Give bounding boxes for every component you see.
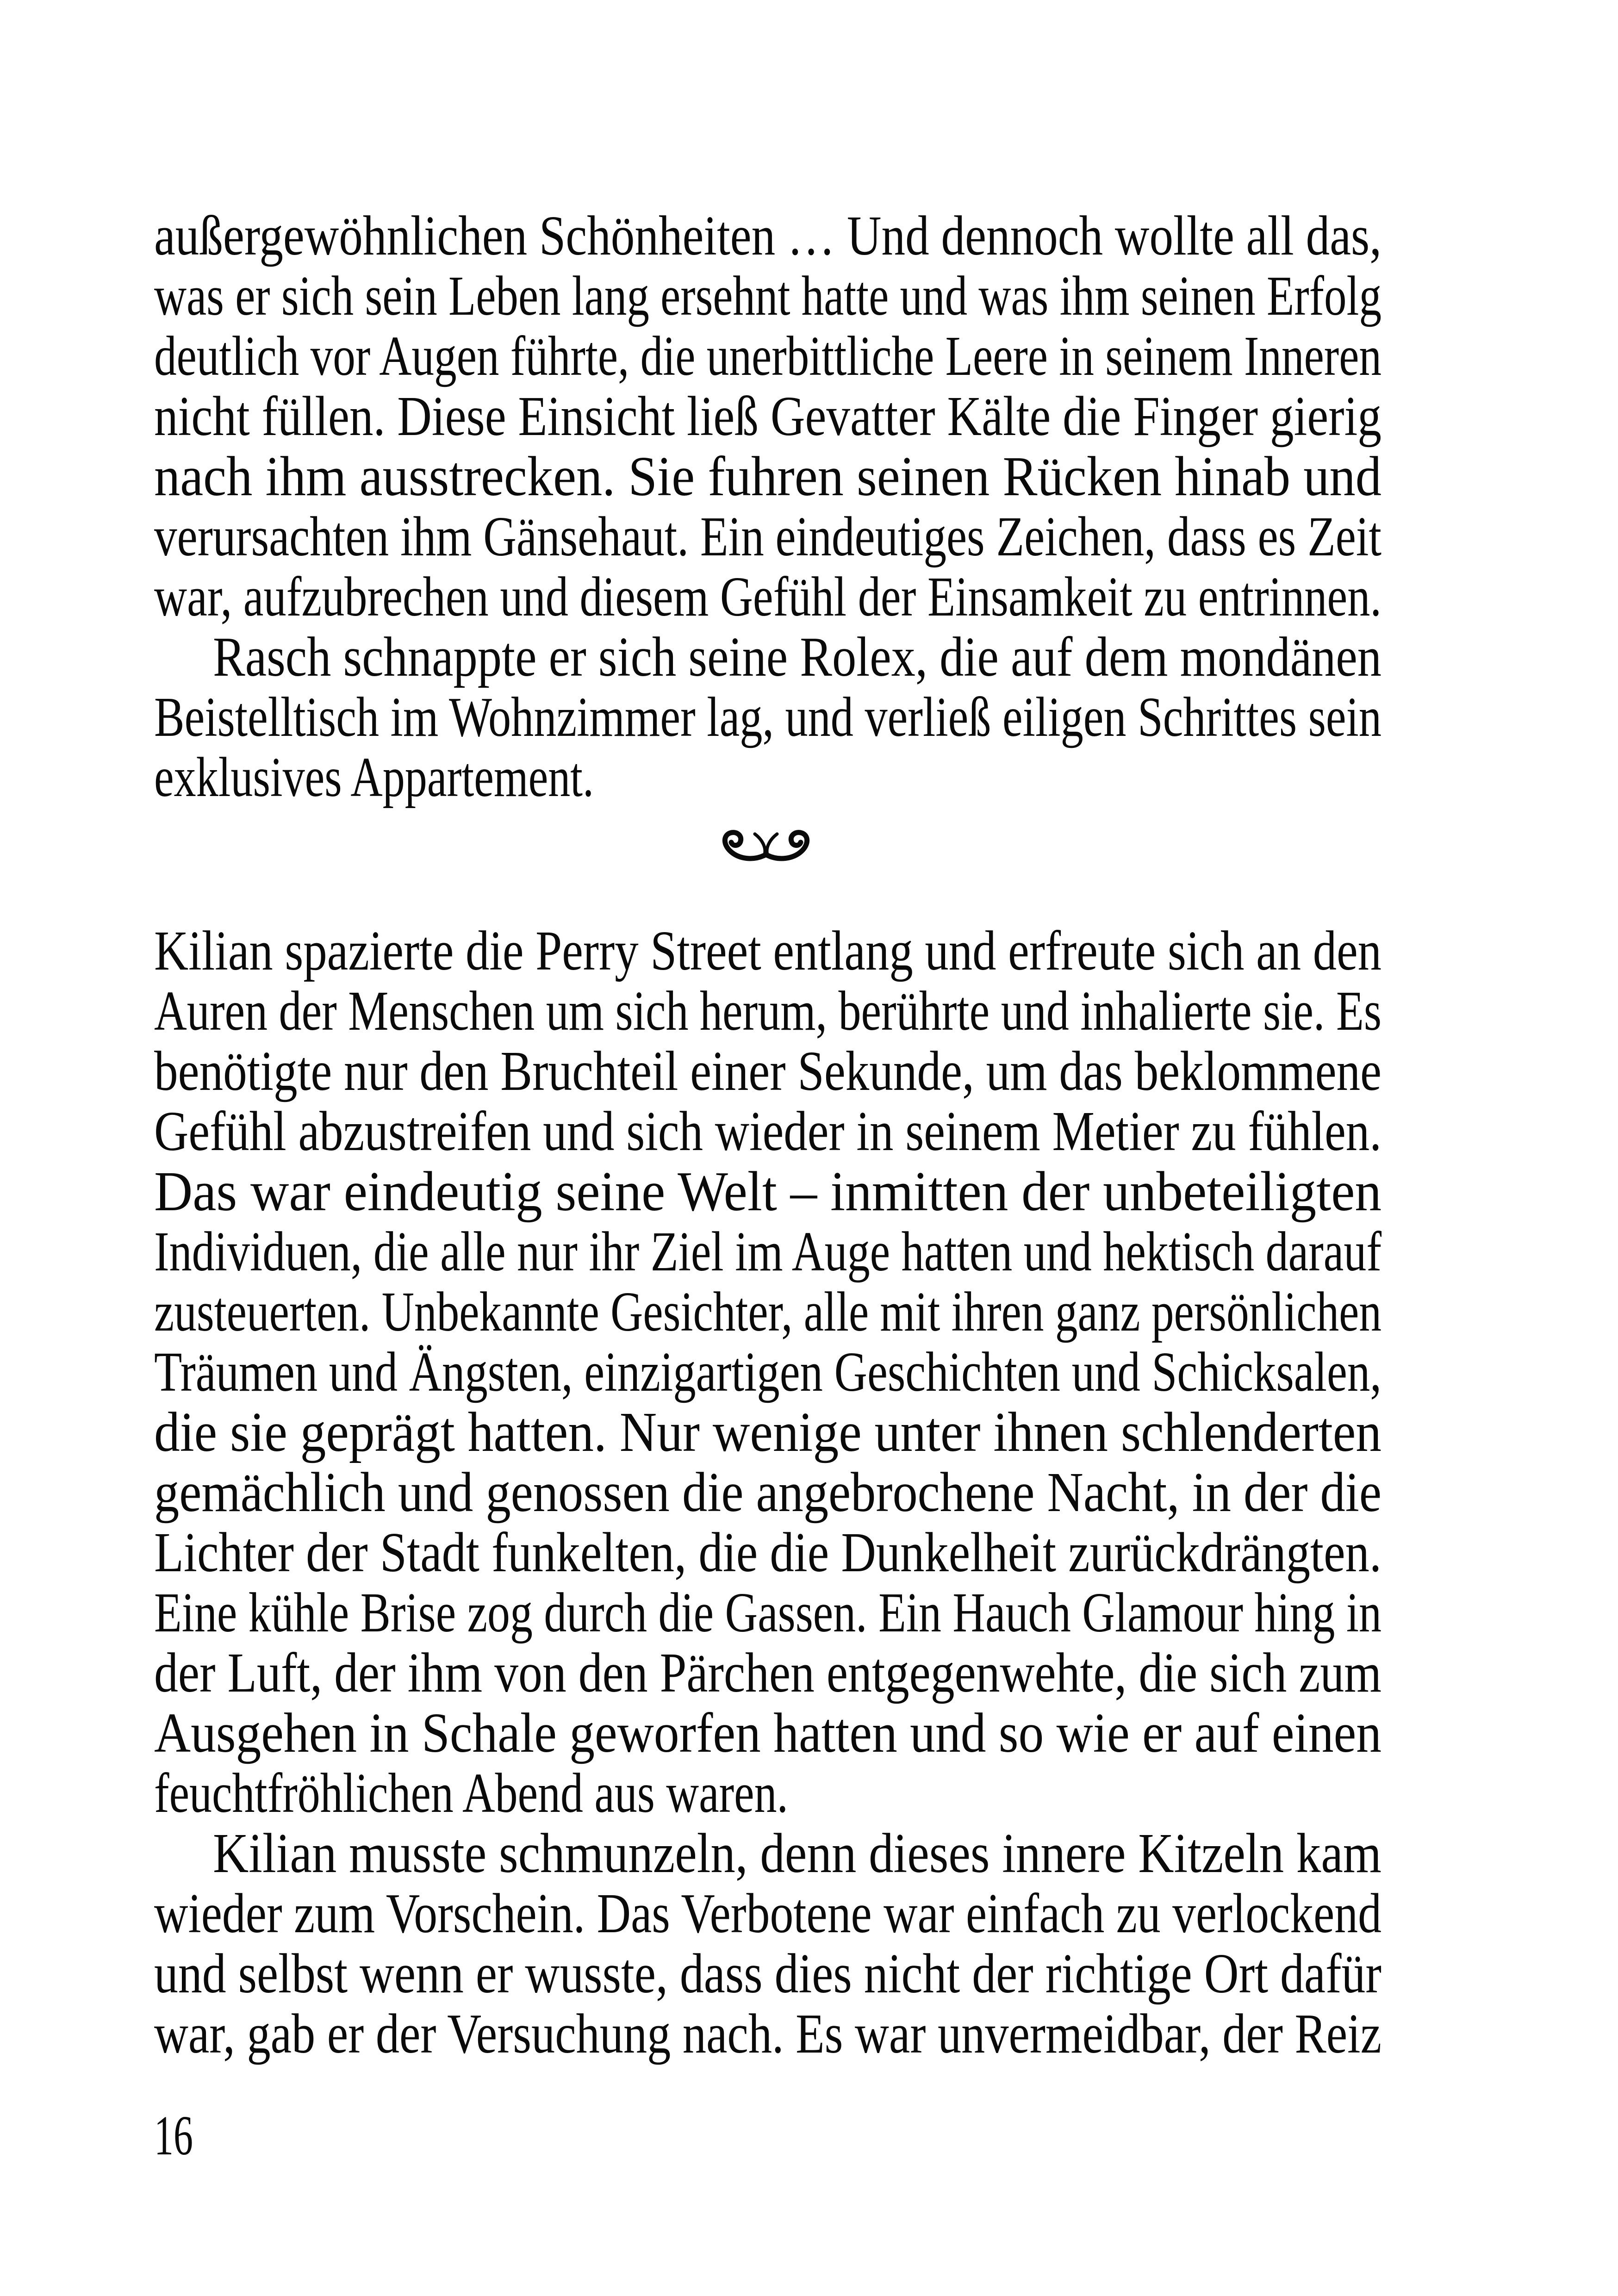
fleuron-left-leaf — [755, 834, 765, 854]
text-line: und selbst wenn er wusste, dass dies nicht der richtige Ort dafür — [154, 1942, 1382, 2005]
text-line-indented: Rasch schnappte er sich seine Rolex, die auf dem mondänen — [213, 626, 1382, 688]
text-line: Beistelltisch im Wohnzimmer lag, und verließ eiligen Schrittes sein — [154, 686, 1382, 748]
text-line: Träumen und Ängsten, einzigartigen Geschichten und Schicksalen, — [154, 1341, 1382, 1403]
text-line: außergewöhnlichen Schönheiten … Und dennoch wollte all das, — [154, 205, 1382, 267]
text-line: Auren der Menschen um sich herum, berührte und inhalierte sie. Es — [154, 980, 1382, 1042]
text-line: deutlich vor Augen führte, die unerbittliche Leere in seinem Inneren — [154, 325, 1382, 387]
text-line: nicht füllen. Diese Einsicht ließ Gevatter Kälte die Finger gierig — [154, 385, 1382, 448]
text-line: nach ihm ausstrecken. Sie fuhren seinen Rücken hinab und — [154, 445, 1382, 508]
text-line: die sie geprägt hatten. Nur wenige unter ihnen schlenderten — [154, 1401, 1382, 1463]
text-line: was er sich sein Leben lang ersehnt hatte und was ihm seinen Erfolg — [154, 265, 1382, 327]
text-line: benötigte nur den Bruchteil einer Sekunde, um das beklommene — [154, 1040, 1382, 1102]
text-line: Ausgehen in Schale geworfen hatten und so wie er auf einen — [154, 1702, 1382, 1764]
text-line-indented: Kilian musste schmunzeln, denn dieses innere Kitzeln kam — [213, 1822, 1382, 1885]
text-line: gemächlich und genossen die angebrochene Nacht, in der die — [154, 1461, 1382, 1524]
text-line: der Luft, der ihm von den Pärchen entgegenwehte, die sich zum — [154, 1642, 1382, 1704]
page-number: 16 — [154, 2104, 193, 2167]
text-line: verursachten ihm Gänsehaut. Ein eindeutiges Zeichen, dass es Zeit — [154, 505, 1382, 568]
text-line: Individuen, die alle nur ihr Ziel im Auge hatten und hektisch darauf — [154, 1220, 1382, 1283]
text-line: Das war eindeutig seine Welt – inmitten der unbeteiligten — [154, 1160, 1382, 1223]
fleuron-right-leaf — [767, 834, 777, 854]
text-line: Gefühl abzustreifen und sich wieder in seinem Metier zu fühlen. — [154, 1100, 1382, 1163]
text-line-paragraph-end: feuchtfröhlichen Abend aus waren. — [154, 1762, 788, 1824]
text-line: Eine kühle Brise zog durch die Gassen. Ein Hauch Glamour hing in — [154, 1581, 1382, 1644]
text-line: Lichter der Stadt funkelten, die die Dunkelheit zurückdrängten. — [154, 1521, 1382, 1584]
text-line: war, aufzubrechen und diesem Gefühl der Einsamkeit zu entrinnen. — [154, 566, 1382, 628]
text-line: war, gab er der Versuchung nach. Es war unvermeidbar, der Reiz — [154, 2003, 1382, 2065]
fleuron-scene-break-icon — [725, 833, 807, 859]
text-line: zusteuerten. Unbekannte Gesichter, alle mit ihren ganz persönlichen — [154, 1281, 1382, 1343]
text-line: Kilian spazierte die Perry Street entlang und erfreute sich an den — [154, 920, 1382, 982]
text-line: wieder zum Vorschein. Das Verbotene war einfach zu verlockend — [154, 1882, 1382, 1945]
text-line-paragraph-end: exklusives Appartement. — [154, 746, 594, 809]
